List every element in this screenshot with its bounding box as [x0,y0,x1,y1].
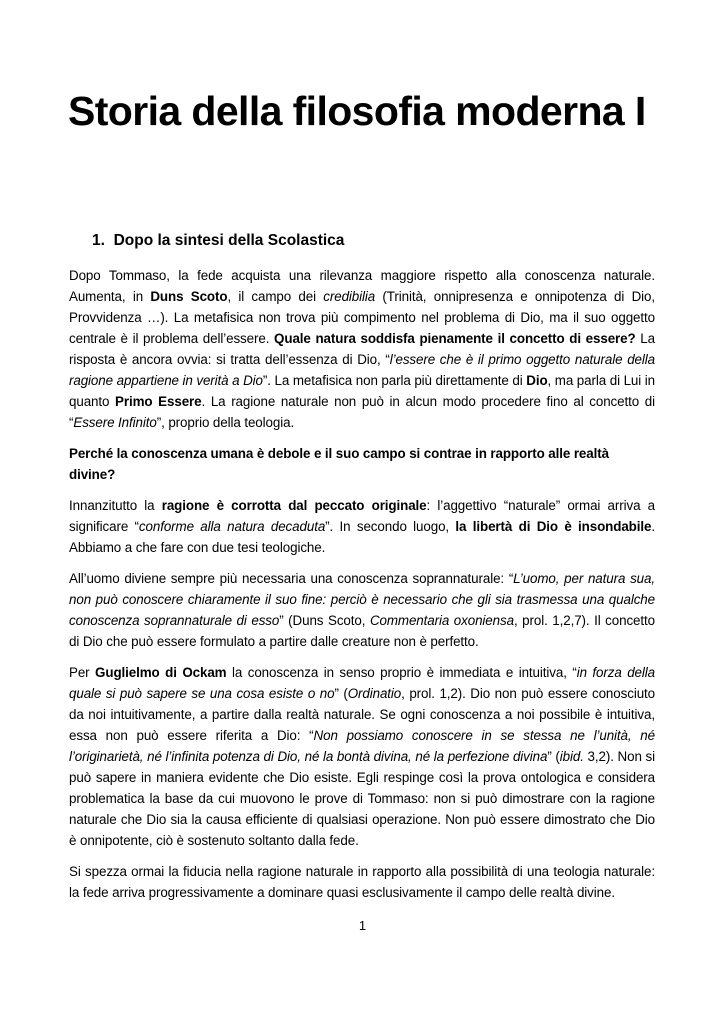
text-run: , il campo dei [227,289,324,304]
italic-run: Ordinatio [347,686,402,701]
paragraph-question: Perché la conoscenza umana è debole e il suo campo si contrae in rapporto alle realtà divine? [69,446,609,482]
bold-run: Duns Scoto [150,289,228,304]
text-run: ” ( [547,749,560,764]
paragraph-4 [69,568,655,652]
italic-run: Non possiamo conoscere in se stessa ne l’unità, né l’originarietà, né l’infinita potenza di Dio, né la bontà divina, né la perfezione divina [69,728,655,764]
bold-run: Primo Essere [115,394,202,409]
text-run: Innanzitutto la [69,498,162,513]
document-body [69,265,655,913]
text-run: , prol. 1,2,7). Il concetto di Dio che può essere formulato a partire dalle creature non è perfetto. [69,613,655,649]
text-run: la conoscenza in senso proprio è immediata e intuitiva, “ [226,665,577,680]
paragraph-1 [69,265,655,433]
text-run: ”. La metafisica non parla più direttamente di [262,373,527,388]
bold-run: ragione è corrotta dal peccato originale [161,498,427,513]
italic-run: Commentaria oxoniensa [369,613,514,628]
bold-run: la libertà di Dio è insondabile [455,519,652,534]
page-number: 1 [358,918,367,933]
text-run: , ma parla di Lui in quanto [69,373,655,409]
bold-run: Guglielmo di Ockam [95,665,227,680]
bold-run: Dio [526,373,548,388]
italic-run: l’essere che è il primo oggetto naturale della ragione appartiene in verità a Dio [69,352,655,388]
italic-run: ibid. [559,749,584,764]
text-run: 3,2). Non si può sapere in maniera evidente che Dio esiste. Egli respinge così la prova ontologica e considera problematica la base da cui muovono le prove di Tommaso: non si può dimostrare con la ragione naturale che Dio sia la causa efficiente di qualsiasi operazione. Non può essere dimostrato che Dio è onnipotente, ciò è sostenuto soltanto dalla fede. [69,749,655,848]
text-run: ”, proprio della teologia. [156,415,295,430]
text-run: Per [69,665,96,680]
text-run: , prol. 1,2). Dio non può essere conosciuto da noi intuitivamente, a partire dalla realtà naturale. Se ogni conoscenza a noi possibile è intuitiva, essa non può essere riferita a Dio: “ [69,686,656,743]
bold-run: Quale natura soddisfa pienamente il concetto di essere? [274,331,636,346]
italic-run: credibilia [323,289,376,304]
text-run: La risposta è ancora ovvia: si tratta dell’essenza di Dio, “ [69,331,655,367]
paragraph-5 [69,662,655,851]
text-run: ” ( [334,686,348,701]
italic-run: conforme alla natura decaduta [138,519,326,534]
italic-run: L’uomo, per natura sua, non può conoscere chiaramente il suo fine: perciò è necessario che gli sia trasmessa una qualche conoscenza soprannaturale di esso [69,571,655,628]
text-run: ”. In secondo luogo, [325,519,456,534]
italic-run: in forza della quale si può sapere se una cosa esiste o no [69,665,655,701]
text-run: Dopo Tommaso, la fede acquista una rilevanza maggiore rispetto alla conoscenza naturale. Aumenta, in [69,268,655,304]
text-run: All’uomo diviene sempre più necessaria una conoscenza soprannaturale: “ [69,571,514,586]
section-heading [92,232,344,250]
section-title: Dopo la sintesi della Scolastica [113,232,345,249]
text-run: (Trinità, onnipresenza e onnipotenza di Dio, Provvidenza …). La metafisica non trova più compimento nel problema di Dio, ma il suo oggetto centrale è il problema dell’essere. [69,289,655,346]
section-number: 1. [92,232,105,249]
document-title: Storia della filosofia moderna I [68,88,646,134]
text-run: : l’aggettivo “naturale” ormai arriva a significare “ [69,498,655,534]
italic-run: Essere Infinito [73,415,157,430]
text-run: . Abbiamo a che fare con due tesi teologiche. [69,519,655,555]
text-run: . La ragione naturale non può in alcun modo procedere fino al concetto di “ [69,394,655,430]
paragraph-6: Si spezza ormai la fiducia nella ragione naturale in rapporto alla possibilità di una teologia naturale: la fede arriva progressivamente a dominare quasi esclusivamente il campo delle realtà divine. [69,864,655,900]
text-run: ” (Duns Scoto, [279,613,370,628]
paragraph-3 [69,495,655,558]
